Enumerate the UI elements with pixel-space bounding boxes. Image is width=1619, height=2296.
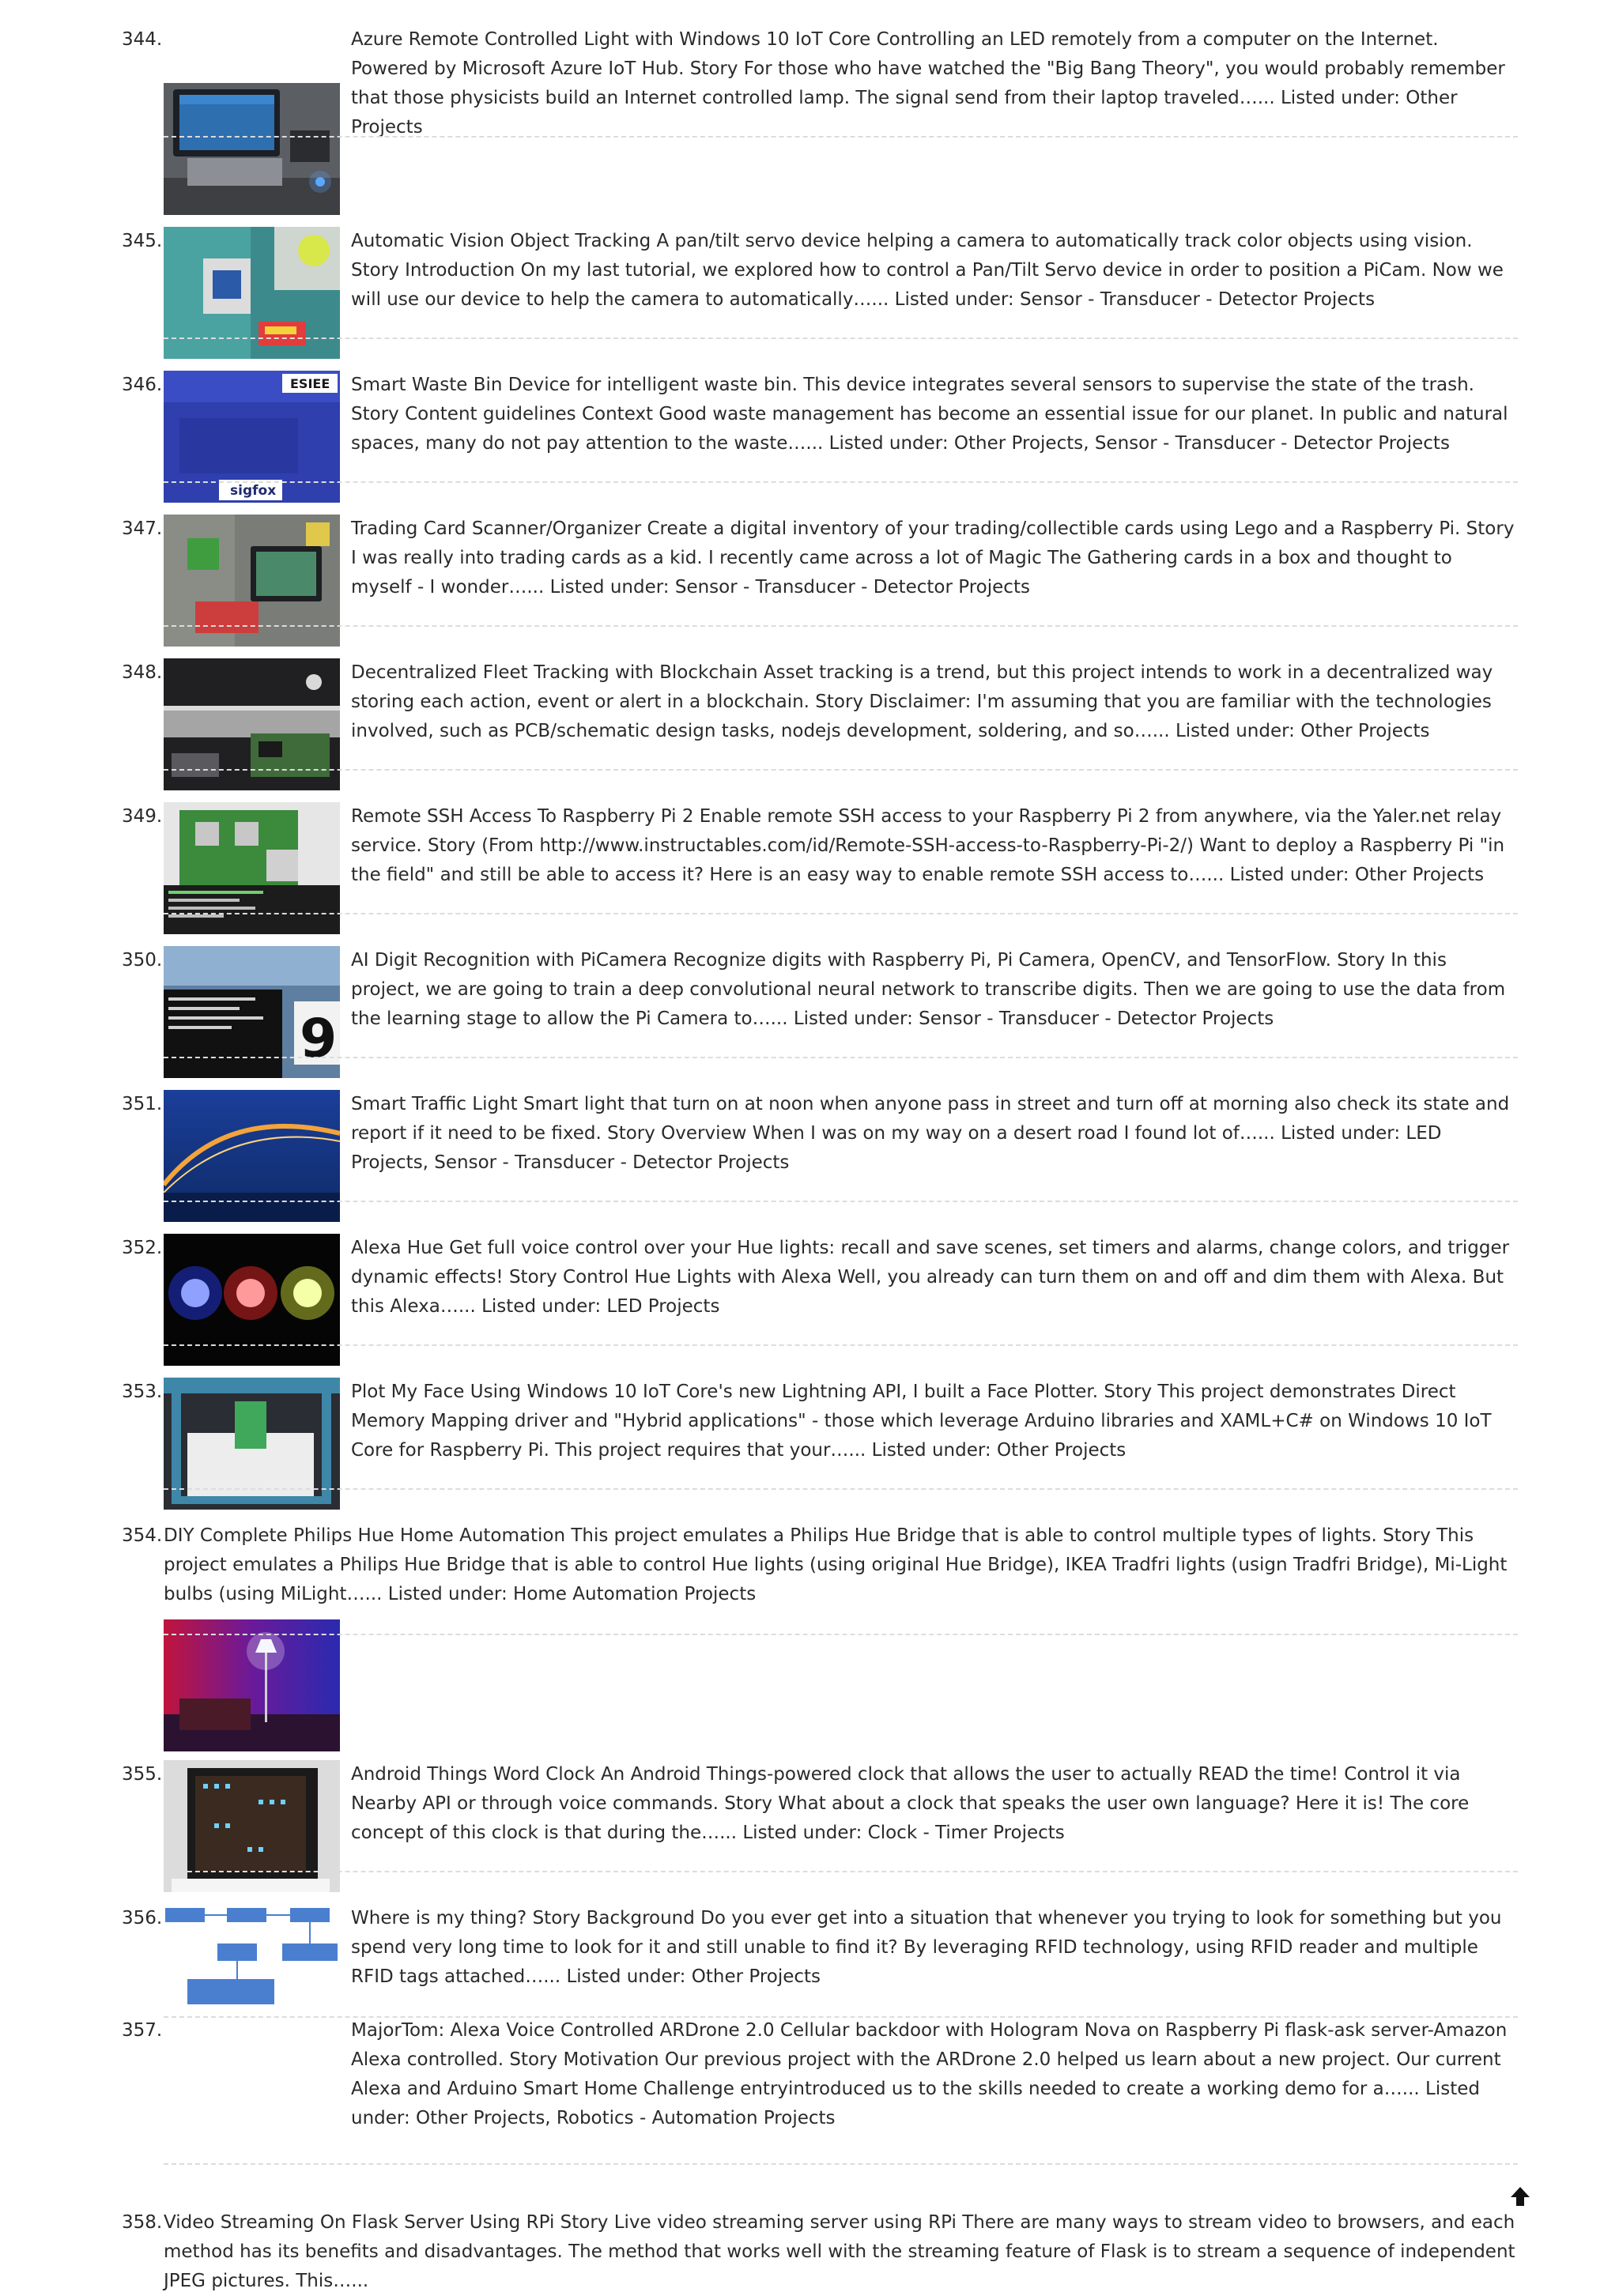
item-thumbnail[interactable] [164,1619,340,1751]
digit-nine-text: 9 [300,1008,338,1070]
item-number: 353. [122,1382,163,1402]
item-description[interactable]: Decentralized Fleet Tracking with Blockchain Asset tracking is a trend, but this project intends to work in a decentralized way storing each action, event or alert in a blockchain. Story Disclaimer: I'm assuming that you are familiar with the technologies involved, such as PCB/schematic design tasks, nodejs development, soldering, and so…... Listed under: Other Projects [351,662,1493,741]
item-description[interactable]: Remote SSH Access To Raspberry Pi 2 Enable remote SSH access to your Raspberry Pi 2 from anywhere, via the Yaler.net relay service. Story (From http://www.instructables.com/id/Remote-SSH-access-to-Raspberry-Pi-2/) Want to deploy a Raspberry Pi "in the field" and still be able to access it? Here is an easy way to enable remote SSH access to…... Listed under: Other Projects [351,806,1505,885]
item-number: 349. [122,806,163,827]
item-number: 352. [122,1238,163,1258]
item-description[interactable]: MajorTom: Alexa Voice Controlled ARDrone 2.0 Cellular backdoor with Hologram Nova on Raspberry Pi flask-ask server-Amazon Alexa controlled. Story Motivation Our previous project with the ARDrone 2.0 helped us learn about a new project. Our current Alexa and Arduino Smart Home Challenge entryintroduced us to the skills needed to create a working demo for a…... Listed under: Other Projects, Robotics - Automation Projects [351,2020,1508,2128]
item-separator [164,1634,1518,1635]
arrow-up-icon [1508,2185,1532,2208]
item-separator [164,625,1518,627]
laptop-led-photo [164,83,340,215]
item-separator [164,1201,1518,1202]
item-separator [164,1344,1518,1346]
item-description[interactable]: Plot My Face Using Windows 10 IoT Core's new Lightning API, I built a Face Plotter. Story This project demonstrates Direct Memory Mapping driver and "Hybrid applications" - those which leverage Arduino libraries and XAML+C# on Windows 10 IoT Core for Raspberry Pi. This project requires that your…... Listed under: Other Projects [351,1382,1492,1461]
item-number: 344. [122,29,163,50]
item-thumbnail[interactable] [164,83,340,215]
item-number: 346. [122,375,163,395]
item-number: 351. [122,1094,163,1114]
item-description[interactable]: Automatic Vision Object Tracking A pan/tilt servo device helping a camera to automatically track color objects using vision. Story Introduction On my last tutorial, we explored how to control a Pan/Tilt Servo device in order to position a PiCam. Now we will use our device to help the camera to automatically…... Listed under: Sensor - Transducer - Detector Projects [351,231,1504,310]
item-description[interactable]: Azure Remote Controlled Light with Windows 10 IoT Core Controlling an LED remotely from a computer on the Internet. Powered by Microsoft Azure IoT Hub. Story For those who have watched the "Big Bang Theory", you would probably remember that those physicists build an Internet controlled lamp. The signal send from their laptop traveled…... Listed under: Other Projects [351,29,1505,138]
item-number: 345. [122,231,163,251]
item-number: 357. [122,2020,163,2041]
item-number: 355. [122,1764,163,1785]
item-separator [164,2163,1518,2165]
item-separator [164,1488,1518,1490]
item-separator [164,136,1518,138]
item-separator [164,1057,1518,1058]
item-separator [164,769,1518,771]
item-separator [164,337,1518,339]
item-description[interactable]: Android Things Word Clock An Android Things-powered clock that allows the user to actually READ the time! Control it via Nearby API or through voice commands. Story What about a clock that speaks the user own language? Here it is! The core concept of this clock is that during the…... Listed under: Clock - Timer Projects [351,1764,1470,1843]
item-separator [164,913,1518,914]
item-separator [164,481,1518,483]
item-separator [164,1871,1518,1872]
item-description[interactable]: Smart Waste Bin Device for intelligent waste bin. This device integrates several sensors to supervise the state of the trash. Story Content guidelines Context Good waste management has become an essential issue for our planet. In public and natural spaces, many do not pay attention to the waste…... Listed under: Other Projects, Sensor - Transducer - Detector Projects [351,375,1508,454]
hue-room-photo [164,1619,340,1751]
rfid-flow-diagram [164,1904,340,2007]
item-number: 356. [122,1908,163,1928]
item-description[interactable]: AI Digit Recognition with PiCamera Recognize digits with Raspberry Pi, Pi Camera, OpenCV, and TensorFlow. Story In this project, we are going to train a deep convolutional neural network to transcribe digits. Then we are going to use the data from the learning stage to allow the Pi Camera to…... Listed under: Sensor - Transducer - Detector Projects [351,950,1506,1029]
item-description[interactable]: Where is my thing? Story Background Do you ever get into a situation that whenever you trying to look for something but you spend very long time to look for it and still unable to find it? By leveraging RFID technology, using RFID reader and multiple RFID tags attached…... Listed under: Other Projects [351,1908,1502,1987]
item-number: 348. [122,662,163,683]
back-to-top-button[interactable] [1508,2185,1532,2208]
item-description[interactable]: DIY Complete Philips Hue Home Automation This project emulates a Philips Hue Bridge that is able to control multiple types of lights. Story This project emulates a Philips Hue Bridge that is able to control Hue lights (using original Hue Bridge), IKEA Tradfri lights (usign Tradfri Bridge), Mi-Light bulbs (using MiLight…... Listed under: Home Automation Projects [164,1525,1508,1604]
item-description[interactable]: Alexa Hue Get full voice control over your Hue lights: recall and save scenes, set timers and alarms, change colors, and trigger dynamic effects! Story Control Hue Lights with Alexa Well, you already can turn them on and off and dim them with Alexa. But this Alexa…... Listed under: LED Projects [351,1238,1510,1317]
item-description[interactable]: Trading Card Scanner/Organizer Create a digital inventory of your trading/collectible cards using Lego and a Raspberry Pi. Story I was really into trading cards as a kid. I recently came across a lot of Magic The Gathering cards in a box and thought to myself - I wonder…... Listed under: Sensor - Transducer - Detector Projects [351,518,1515,598]
sigfox-logo-text: sigfox [230,483,277,499]
item-number: 358. [122,2212,163,2233]
item-number: 350. [122,950,163,971]
item-thumbnail[interactable] [164,1904,340,2007]
item-description[interactable]: Video Streaming On Flask Server Using RPi Story Live video streaming server using RPi There are many ways to stream video to browsers, and each method has its benefits and disadvantages. The method that works well with the streaming feature of Flask is to stream a sequence of independent JPEG pictures. This…... [164,2212,1515,2291]
item-description[interactable]: Smart Traffic Light Smart light that turn on at noon when anyone pass in street and turn off at morning also check its state and report if it need to be fixed. Story Overview When I was on my way on a desert road I found lot of…... Listed under: LED Projects, Sensor - Transducer - Detector Projects [351,1094,1510,1173]
item-number: 354. [122,1525,163,1546]
esiee-logo-text: ESIEE [290,376,330,391]
item-number: 347. [122,518,163,539]
